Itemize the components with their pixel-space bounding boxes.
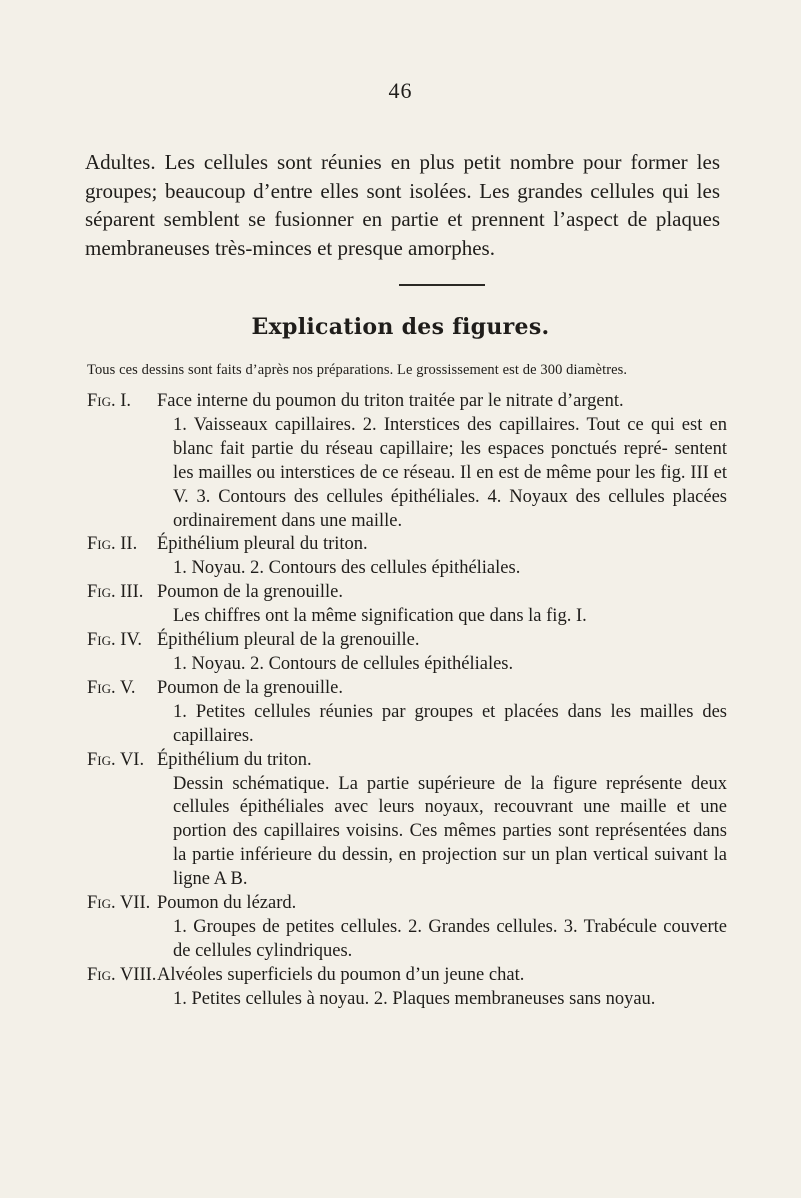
figure-prefix: Fig. xyxy=(87,391,116,411)
figure-prefix: Fig. xyxy=(87,630,116,651)
section-heading: Explication des figures. xyxy=(251,314,550,340)
figure-entry xyxy=(87,390,727,533)
figure-prefix: Fig. xyxy=(87,582,116,603)
figure-title: Poumon du lézard. xyxy=(157,893,297,914)
figure-prefix: Fig. xyxy=(87,749,116,770)
figure-prefix: Fig. xyxy=(87,893,116,914)
figure-title: Épithélium du triton. xyxy=(157,749,312,770)
figure-numeral: III. xyxy=(120,582,144,603)
figure-entry xyxy=(87,533,727,581)
figure-prefix: Fig. xyxy=(87,677,116,698)
figure-entry xyxy=(87,629,727,677)
figure-entry xyxy=(87,749,727,892)
figure-title: Alvéoles superficiels du poumon d’un jeune chat. xyxy=(157,964,525,985)
figure-numeral: I. xyxy=(120,391,132,411)
section-divider xyxy=(399,284,485,286)
figure-numeral: II. xyxy=(120,534,138,555)
figure-numeral: VI. xyxy=(119,749,145,770)
figure-title: Poumon de la grenouille. xyxy=(157,582,343,603)
figure-detail: 1. Noyau. 2. Contours des cellules épithéliales. xyxy=(173,558,521,579)
figure-entry xyxy=(87,964,727,1012)
figure-detail: 1. Petites cellules réunies par groupes et placées dans les mailles des capillaires. xyxy=(173,701,727,746)
figure-detail: 1. Groupes de petites cellules. 2. Grandes cellules. 3. Trabécule couverte de cellules cylindriques. xyxy=(173,916,727,961)
figure-numeral: VIII. xyxy=(119,964,157,985)
figure-title: Face interne du poumon du triton traitée par le nitrate d’argent. xyxy=(157,391,624,411)
figure-detail: Les chiffres ont la même signification que dans la fig. I. xyxy=(173,606,587,627)
figure-entry xyxy=(87,581,727,629)
figure-numeral: V. xyxy=(119,677,136,698)
figure-detail: 1. Noyau. 2. Contours de cellules épithéliales. xyxy=(173,653,514,674)
section-note: Tous ces dessins sont faits d’après nos préparations. Le grossissement est de 300 diamètres. xyxy=(87,362,628,378)
figure-title: Poumon de la grenouille. xyxy=(157,677,343,698)
figure-detail: 1. Vaisseaux capillaires. 2. Interstices des capillaires. Tout ce qui est en blanc fait partie du réseau capillaire; les espaces ponctués repré- sentent les mailles ou interstices de ce réseau. Il en est de même pour les fig. III et V. 3. Contours des cellules épithéliales. 4. Noyaux des cellules placées ordinairement dans une maille. xyxy=(173,414,727,531)
figure-numeral: VII. xyxy=(119,893,151,914)
figure-prefix: Fig. xyxy=(87,534,116,555)
figure-title: Épithélium pleural du triton. xyxy=(157,534,368,555)
intro-paragraph: Adultes. Les cellules sont réunies en plus petit nombre pour former les groupes; beaucoup d’entre elles sont isolées. Les grandes cellules qui les séparent semblent se fusionner en partie et prennent l’aspect de plaques membraneuses très-minces et presque amorphes. xyxy=(85,150,720,260)
figure-title: Épithélium pleural de la grenouille. xyxy=(157,630,420,651)
figure-list xyxy=(87,390,727,1012)
figure-prefix: Fig. xyxy=(87,964,116,985)
figure-entry xyxy=(87,677,727,749)
figure-numeral: IV. xyxy=(120,630,143,651)
figure-detail: Dessin schématique. La partie supérieure de la figure représente deux cellules épithéliales avec leurs noyaux, recouvrant une maille et une portion des capillaires voisins. Ces mêmes parties sont représentées dans la partie inférieure du dessin, en projection sur un plan vertical suivant la ligne A B. xyxy=(173,773,727,890)
page-number: 46 xyxy=(388,78,413,103)
figure-entry xyxy=(87,892,727,964)
figure-detail: 1. Petites cellules à noyau. 2. Plaques membraneuses sans noyau. xyxy=(173,988,656,1009)
